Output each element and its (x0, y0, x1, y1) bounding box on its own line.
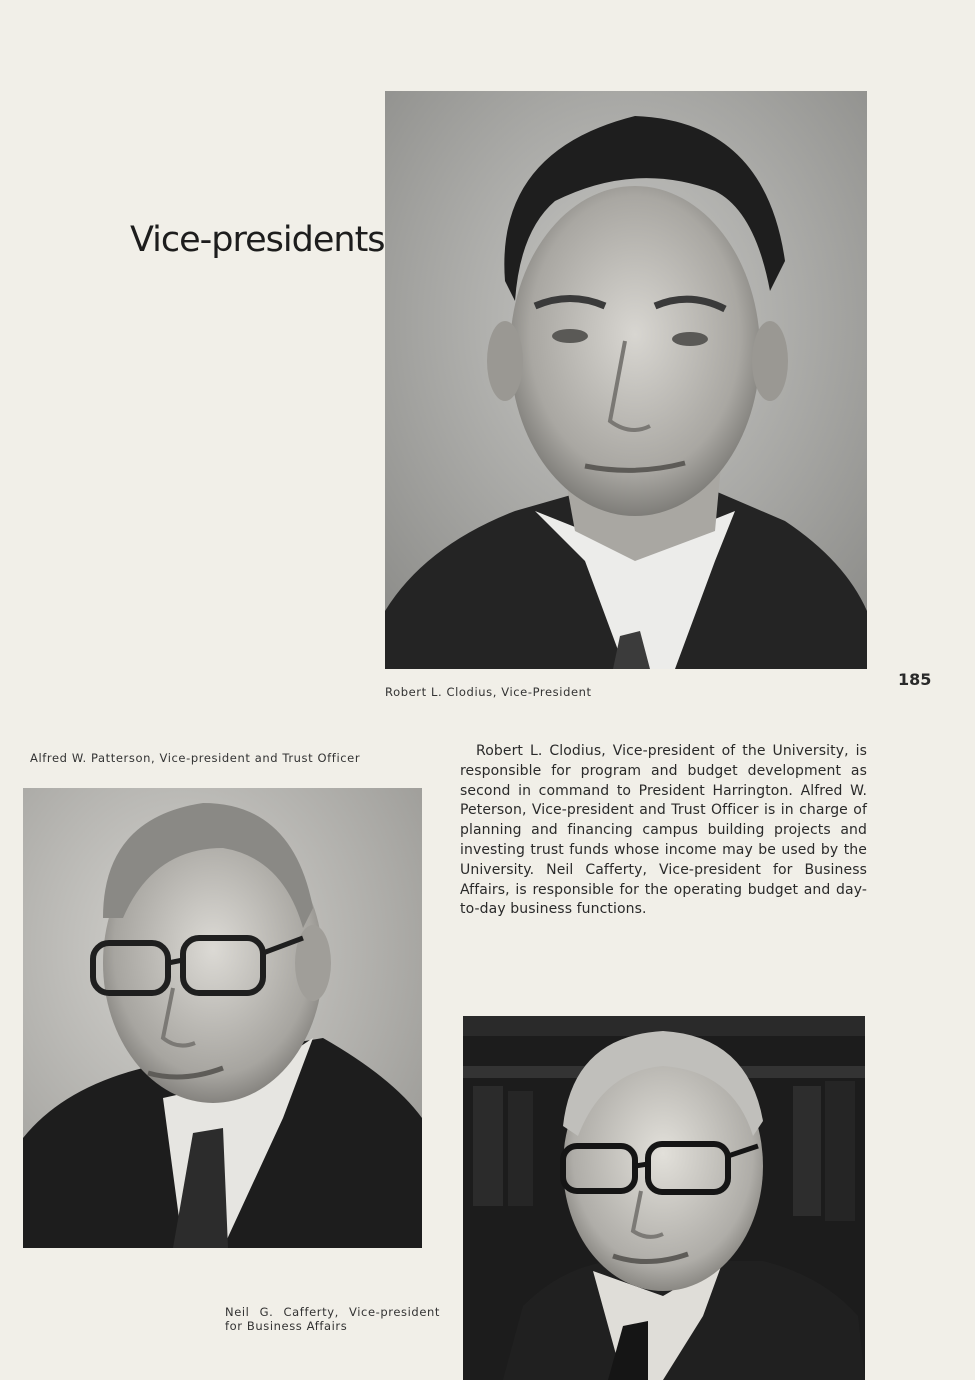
photo-caption-clodius: Robert L. Clodius, Vice-President (385, 685, 592, 699)
portrait-photo-icon (463, 1016, 865, 1380)
page-number: 185 (898, 670, 932, 689)
photo-caption-cafferty: Neil G. Cafferty, Vice-president for Business Affairs (225, 1305, 440, 1333)
portrait-photo-patterson (23, 788, 422, 1248)
portrait-photo-cafferty (463, 1016, 865, 1380)
portrait-photo-icon (385, 91, 867, 669)
portrait-photo-icon (23, 788, 422, 1248)
page-title: Vice-presidents (130, 220, 385, 260)
photo-caption-patterson: Alfred W. Patterson, Vice-president and Trust Officer (30, 751, 361, 765)
body-paragraph: Robert L. Clodius, Vice-president of the University, is responsible for program and budget development as second in command to President Harrington. Alfred W. Peterson, Vice-president and Trust Officer is in charge of planning and financing campus building projects and investing trust funds whose income may be used by the University. Neil Cafferty, Vice-president for Business Affairs, is responsible for the operating budget and day-to-day business functions. (460, 743, 867, 918)
portrait-photo-clodius (385, 91, 867, 669)
